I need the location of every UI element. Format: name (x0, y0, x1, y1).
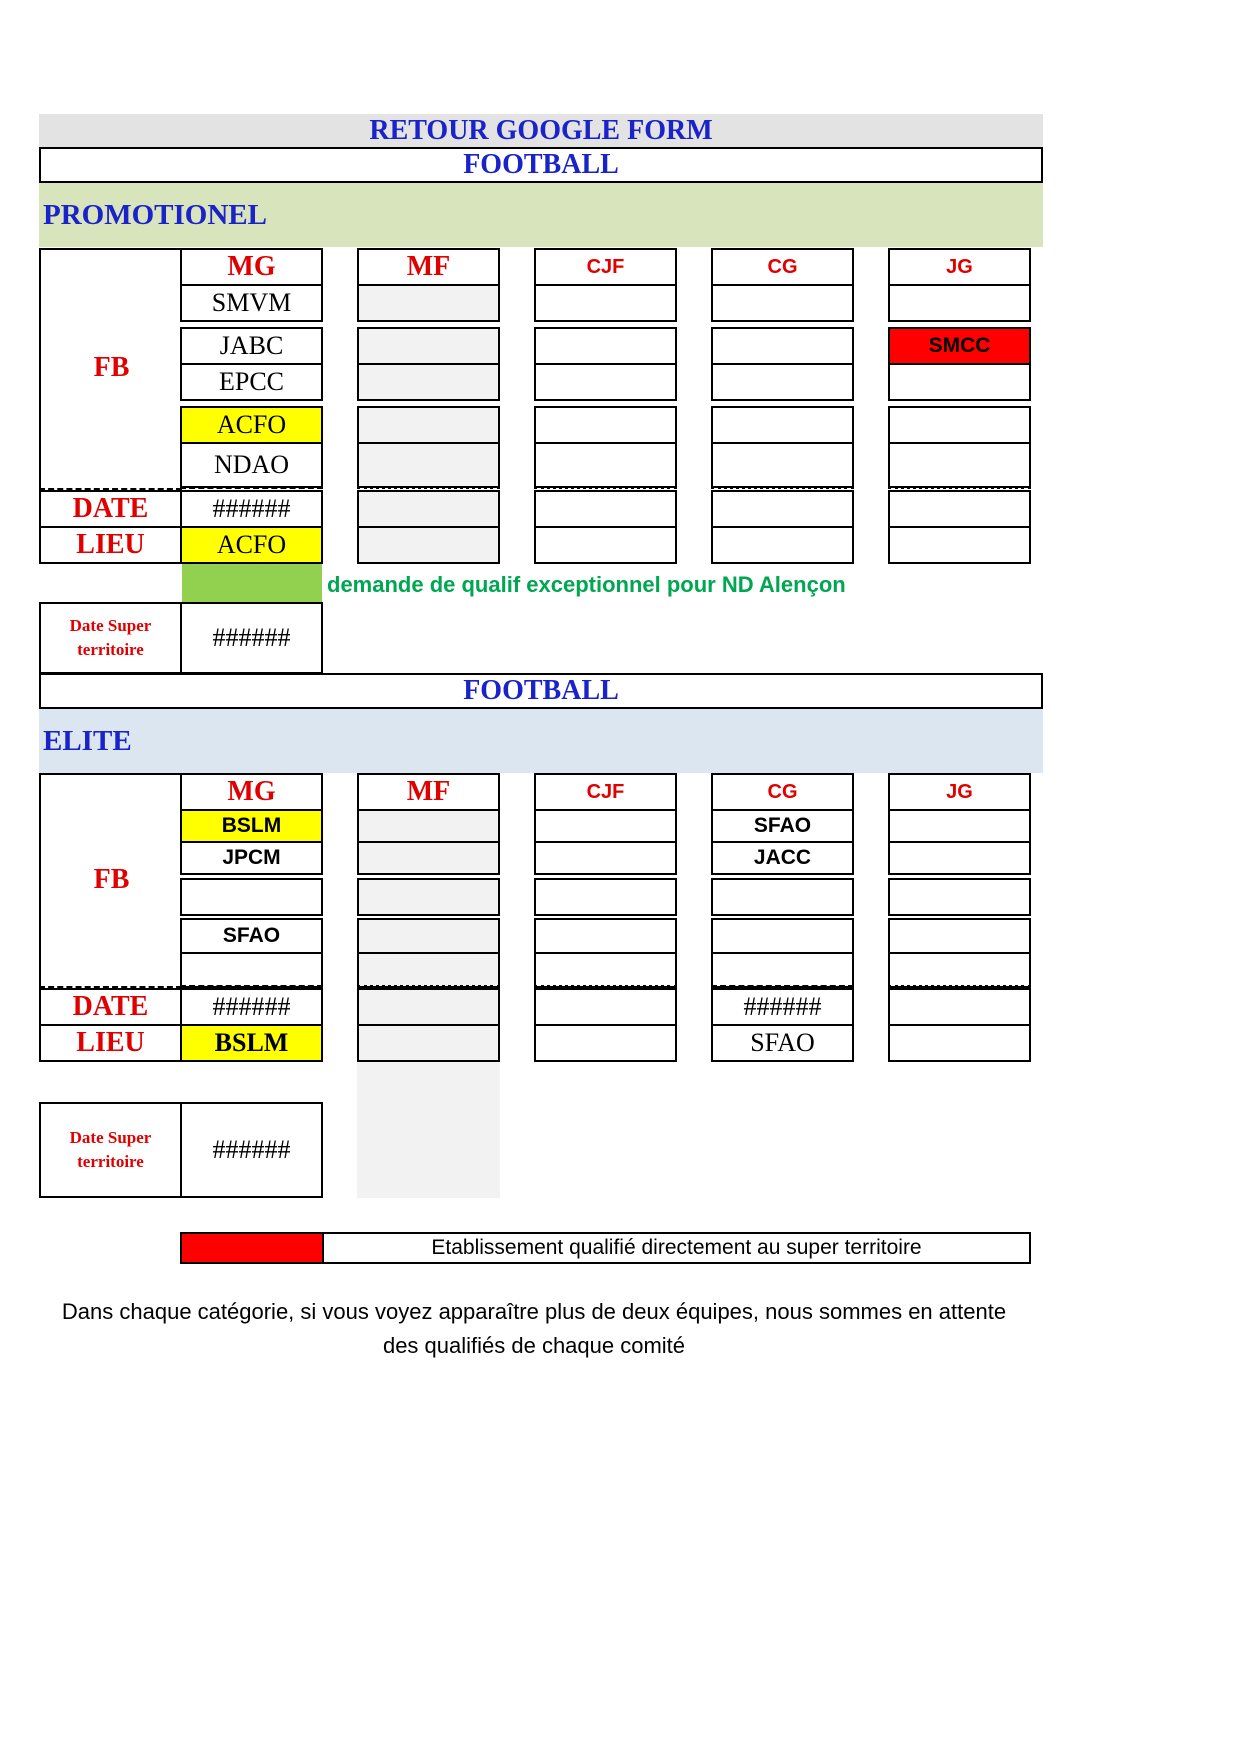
promo-top-line (39, 248, 182, 250)
elite-mf-cell (357, 918, 500, 954)
elite-sport-title: FOOTBALL (39, 673, 1043, 709)
elite-header-jg: JG (888, 773, 1031, 811)
promo-jg-date (888, 490, 1031, 528)
elite-mg-lieu: BSLM (180, 1024, 323, 1062)
promo-mf-date (357, 490, 500, 528)
promo-cjf-cell (534, 363, 677, 401)
promo-cg-lieu (711, 526, 854, 564)
elite-cjf-cell (534, 809, 677, 843)
promo-mf-lieu (357, 526, 500, 564)
elite-mf-cell (357, 841, 500, 875)
promo-cjf-date (534, 490, 677, 528)
promo-note: demande de qualif exceptionnel pour ND Alençon (327, 572, 846, 597)
promo-fb-block (39, 248, 182, 488)
elite-mg-team-4: SFAO (180, 918, 323, 954)
promo-mf-cell (357, 406, 500, 444)
footer-line-1: Dans chaque catégorie, si vous voyez apparaître plus de deux équipes, nous sommes en attente (61, 1299, 1007, 1324)
elite-super-label-line2: territoire (77, 1152, 144, 1171)
elite-cg-team-1: SFAO (711, 809, 854, 843)
elite-header-mg: MG (180, 773, 323, 811)
elite-mg-team-3 (180, 878, 323, 916)
promo-sport-title: FOOTBALL (39, 147, 1043, 183)
promo-dash-jg (888, 486, 1031, 489)
elite-mf-cell (357, 952, 500, 988)
elite-cjf-cell (534, 878, 677, 916)
promo-lieu-label: LIEU (39, 526, 182, 564)
elite-header-mf: MF (357, 773, 500, 811)
legend (180, 1232, 1031, 1264)
promo-cg-cell (711, 406, 854, 444)
promo-jg-cell (888, 406, 1031, 444)
promo-mf-cell (357, 284, 500, 322)
elite-cg-lieu: SFAO (711, 1024, 854, 1062)
promo-super-label (39, 602, 182, 674)
promo-fb-label: FB (93, 352, 130, 383)
elite-super-label (39, 1102, 182, 1198)
promo-dash-mf (357, 486, 500, 489)
elite-jg-date (888, 988, 1031, 1026)
promo-header-cg: CG (711, 248, 854, 286)
promo-mg-date: ###### (180, 490, 323, 528)
elite-jg-cell (888, 952, 1031, 988)
elite-super-value: ###### (180, 1102, 323, 1198)
elite-header-cg: CG (711, 773, 854, 811)
promo-mf-cell (357, 327, 500, 365)
promo-mf-cell (357, 363, 500, 401)
promo-cg-cell (711, 363, 854, 401)
promo-jg-team-2: SMCC (888, 327, 1031, 365)
promo-jg-cell (888, 284, 1031, 322)
elite-mf-date (357, 988, 500, 1026)
promo-mf-cell (357, 442, 500, 488)
elite-cjf-cell (534, 918, 677, 954)
promo-header-cjf: CJF (534, 248, 677, 286)
promo-cjf-cell (534, 406, 677, 444)
promo-mg-team-2: JABC (180, 327, 323, 365)
promo-header-mg: MG (180, 248, 323, 286)
promo-cjf-cell (534, 284, 677, 322)
elite-cjf-cell (534, 841, 677, 875)
elite-header-cjf: CJF (534, 773, 677, 811)
footer-line-2: des qualifiés de chaque comité (382, 1333, 686, 1358)
promo-jg-cell (888, 363, 1031, 401)
elite-jg-cell (888, 918, 1031, 954)
elite-fb-block (39, 773, 182, 986)
elite-jg-lieu (888, 1024, 1031, 1062)
elite-jg-cell (888, 841, 1031, 875)
promo-mg-team-4: ACFO (180, 406, 323, 444)
promo-cg-cell (711, 442, 854, 488)
elite-cjf-lieu (534, 1024, 677, 1062)
elite-mf-extension (357, 1062, 500, 1198)
elite-top-line (39, 773, 182, 775)
elite-cjf-cell (534, 952, 677, 988)
legend-swatch (182, 1234, 324, 1262)
elite-date-label: DATE (39, 988, 182, 1026)
promo-cg-date (711, 490, 854, 528)
elite-jg-cell (888, 809, 1031, 843)
promo-mg-lieu: ACFO (180, 526, 323, 564)
elite-cg-team-2: JACC (711, 841, 854, 875)
elite-mf-lieu (357, 1024, 500, 1062)
promo-jg-cell (888, 442, 1031, 488)
promo-cjf-cell (534, 327, 677, 365)
elite-mg-team-5 (180, 952, 323, 988)
promo-cg-cell (711, 327, 854, 365)
promo-header-mf: MF (357, 248, 500, 286)
elite-cg-cell (711, 878, 854, 916)
elite-lieu-label: LIEU (39, 1024, 182, 1062)
elite-level-title: ELITE (39, 709, 1043, 773)
promo-cjf-lieu (534, 526, 677, 564)
promo-cg-cell (711, 284, 854, 322)
elite-super-label-line1: Date Super (69, 1128, 152, 1147)
elite-cjf-date (534, 988, 677, 1026)
elite-mg-team-1: BSLM (180, 809, 323, 843)
footer-note (39, 1295, 1029, 1363)
promo-mg-team-3: EPCC (180, 363, 323, 401)
promo-dash-cg (711, 486, 854, 489)
promo-super-value: ###### (180, 602, 323, 674)
promo-jg-lieu (888, 526, 1031, 564)
elite-fb-label: FB (93, 863, 130, 895)
elite-mg-date: ###### (180, 988, 323, 1026)
promo-level-title: PROMOTIONEL (39, 183, 1043, 247)
promo-dash-mg (180, 486, 323, 489)
promo-cjf-cell (534, 442, 677, 488)
elite-mf-cell (357, 809, 500, 843)
elite-cg-cell (711, 952, 854, 988)
elite-mf-cell (357, 878, 500, 916)
elite-cg-cell (711, 918, 854, 954)
promo-mg-team-5: NDAO (180, 442, 323, 488)
promo-super-label-line2: territoire (77, 640, 144, 659)
elite-jg-cell (888, 878, 1031, 916)
promo-mg-team-1: SMVM (180, 284, 323, 322)
promo-green-marker (182, 564, 322, 602)
promo-header-jg: JG (888, 248, 1031, 286)
promo-dash-cjf (534, 486, 677, 489)
legend-text: Etablissement qualifié directement au super territoire (431, 1236, 922, 1259)
promo-super-label-line1: Date Super (69, 616, 152, 635)
promo-date-label: DATE (39, 490, 182, 528)
form-title: RETOUR GOOGLE FORM (39, 114, 1043, 147)
elite-cg-date: ###### (711, 988, 854, 1026)
elite-mg-team-2: JPCM (180, 841, 323, 875)
